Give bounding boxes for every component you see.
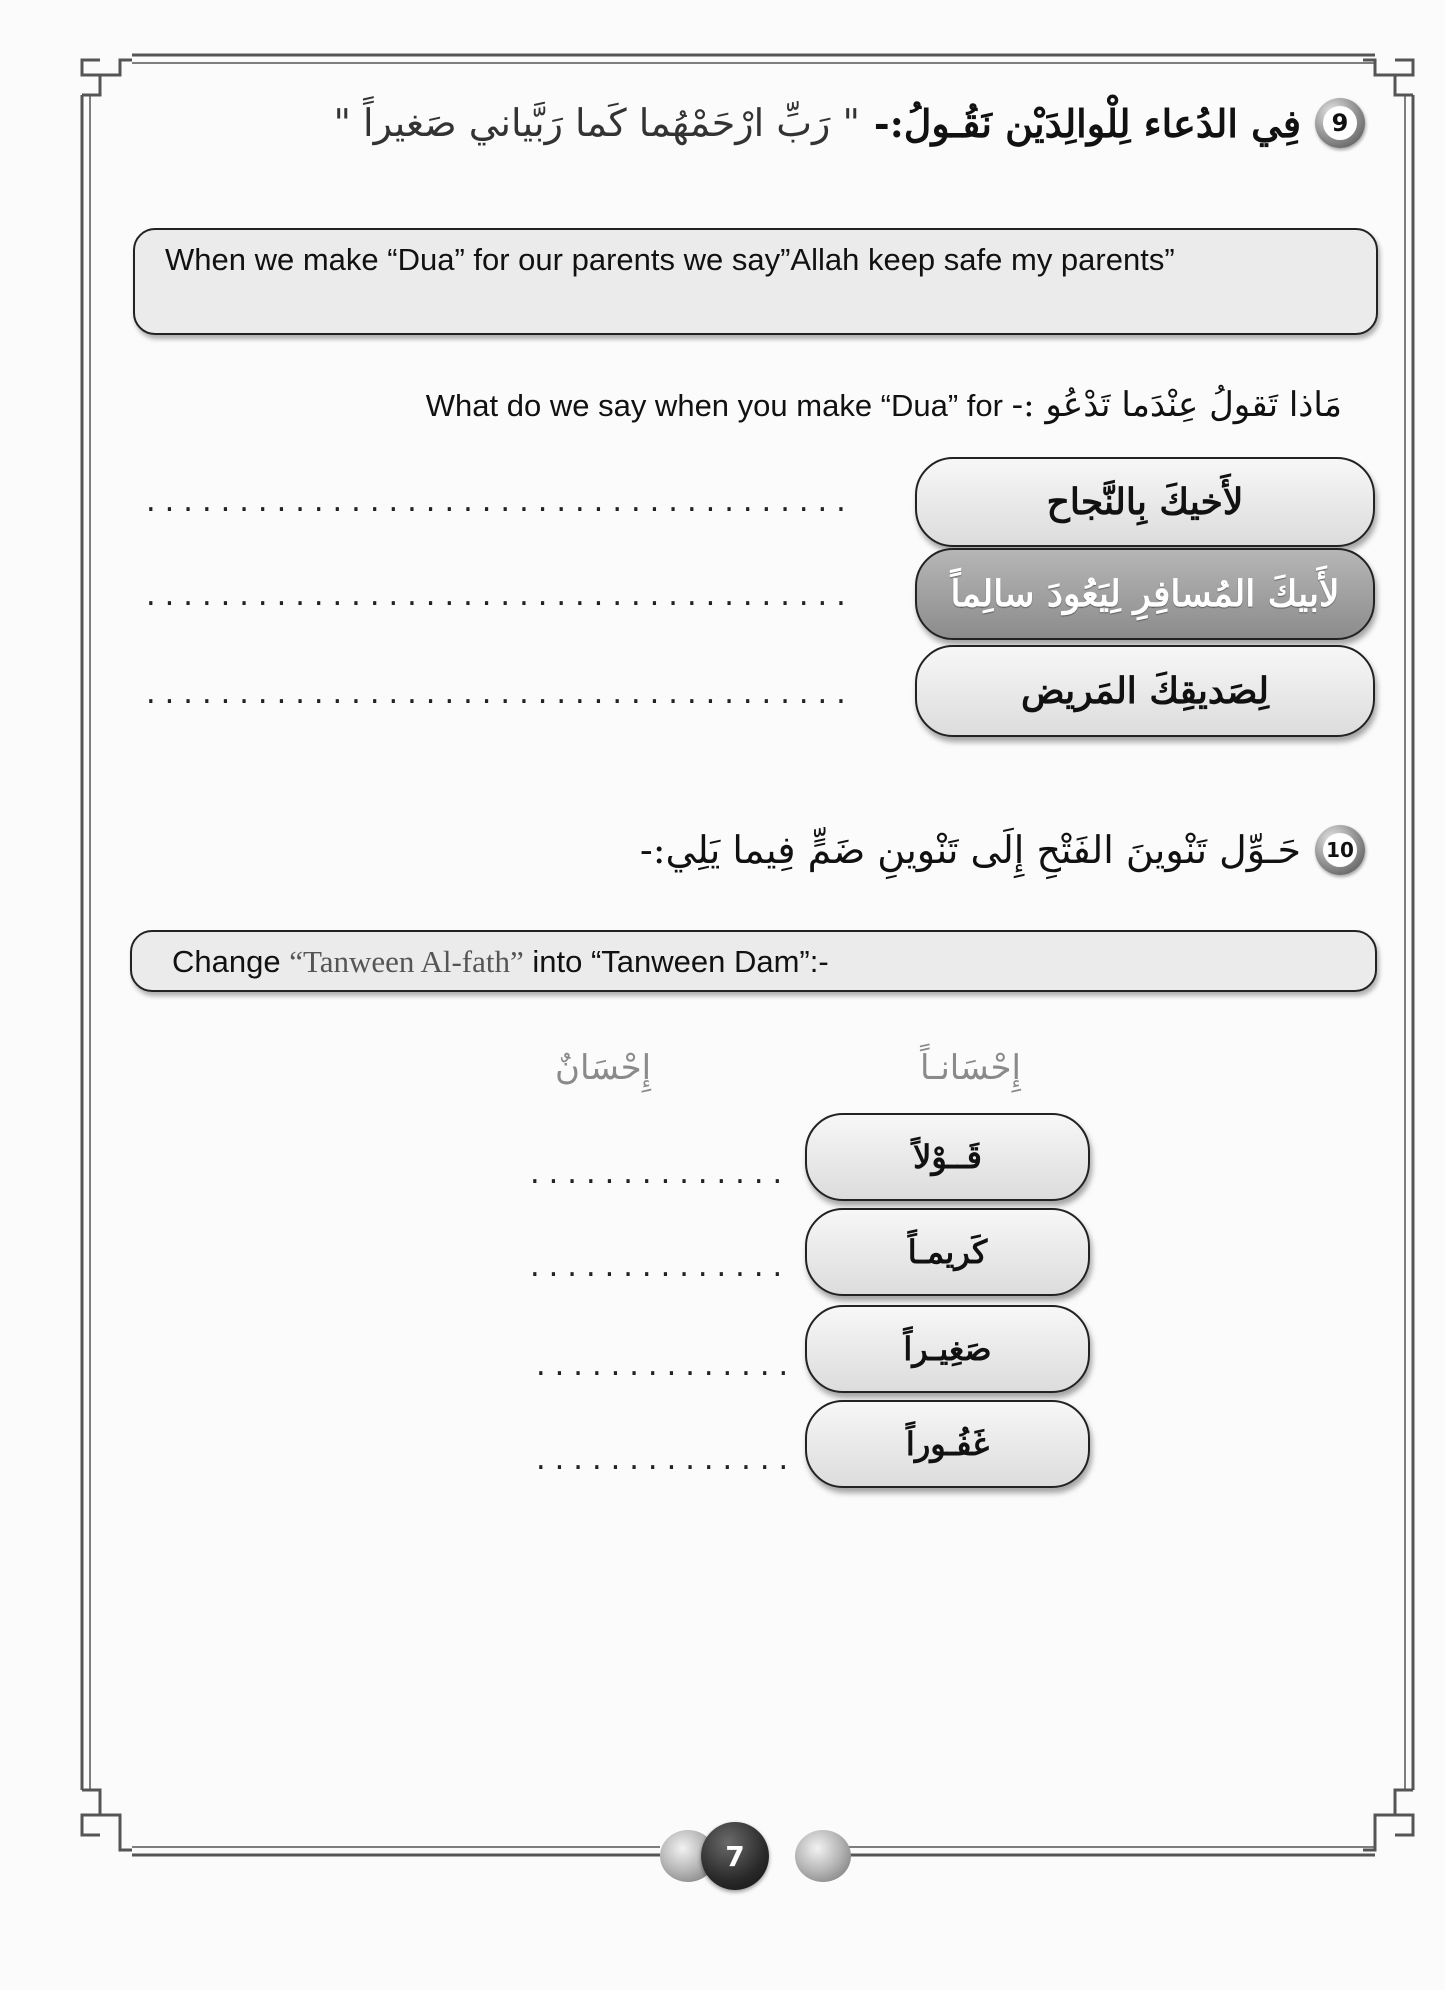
answer-line-kariman[interactable]: .............. (527, 1253, 789, 1283)
question-10-english-prefix: Change (172, 944, 290, 979)
example-original-word: إِحْسَانـاً (920, 1048, 1021, 1088)
dua-item-friend: لِصَديقِكَ المَريض (915, 645, 1375, 737)
question-9-quote: " رَبِّ ارْحَمْهُما كَما رَبَّياني صَغيراً " (333, 101, 860, 145)
question-9-english-text: When we make “Dua” for our parents we say”Allah keep safe my parents” (165, 242, 1175, 277)
example-converted-word: إِحْسَانٌ (555, 1048, 652, 1088)
question-10-number: 10 (1323, 833, 1357, 867)
page-number: 7 (701, 1822, 769, 1890)
question-10-english-term: “Tanween Al-fath” (289, 944, 524, 979)
question-9-number: 9 (1323, 106, 1357, 140)
answer-line-friend[interactable]: ...................................... (143, 680, 852, 710)
question-9-header (333, 98, 1365, 148)
answer-line-qawlan[interactable]: .............. (527, 1160, 789, 1190)
page-number-orb-right (795, 1830, 851, 1882)
question-10-header (640, 825, 1365, 875)
word-item-kariman: كَريمـاً (805, 1208, 1090, 1296)
word-item-saghiran: صَغِيـراً (805, 1305, 1090, 1393)
answer-line-saghiran[interactable]: .............. (533, 1352, 795, 1382)
answer-line-ghafooran[interactable]: .............. (533, 1446, 795, 1476)
word-item-ghafooran: غَفُـوراً (805, 1400, 1090, 1488)
dua-item-brother: لأَخيكَ بِالنَّجاح (915, 457, 1375, 547)
question-10-number-badge (1315, 825, 1365, 875)
question-9-title: فِي الدُعاء لِلْوالِدَيْن نَقُـولُ:- (873, 100, 1301, 146)
question-10-title: حَـوِّل تَنْوينَ الفَتْحِ إِلَى تَنْوينِ ضَمٍّ فِيما يَلِي:- (639, 828, 1301, 872)
question-9-instruction-arabic: مَاذا تَقولُ عِنْدَما تَدْعُو :- (1011, 385, 1342, 425)
question-9-english-box (133, 228, 1378, 335)
answer-line-father[interactable]: ...................................... (143, 582, 852, 612)
question-10-english-box (130, 930, 1377, 992)
word-item-qawlan: قَــوْلاً (805, 1113, 1090, 1201)
question-9-instruction (426, 385, 1342, 425)
question-10-english-suffix: into “Tanween Dam”:- (532, 944, 829, 979)
question-9-instruction-english: What do we say when you make “Dua” for (425, 388, 1003, 423)
answer-line-brother[interactable]: ...................................... (143, 488, 852, 518)
question-9-number-badge (1315, 98, 1365, 148)
dua-item-father: لأَبيكَ المُسافِرِ لِيَعُودَ سالِماً (915, 548, 1375, 640)
